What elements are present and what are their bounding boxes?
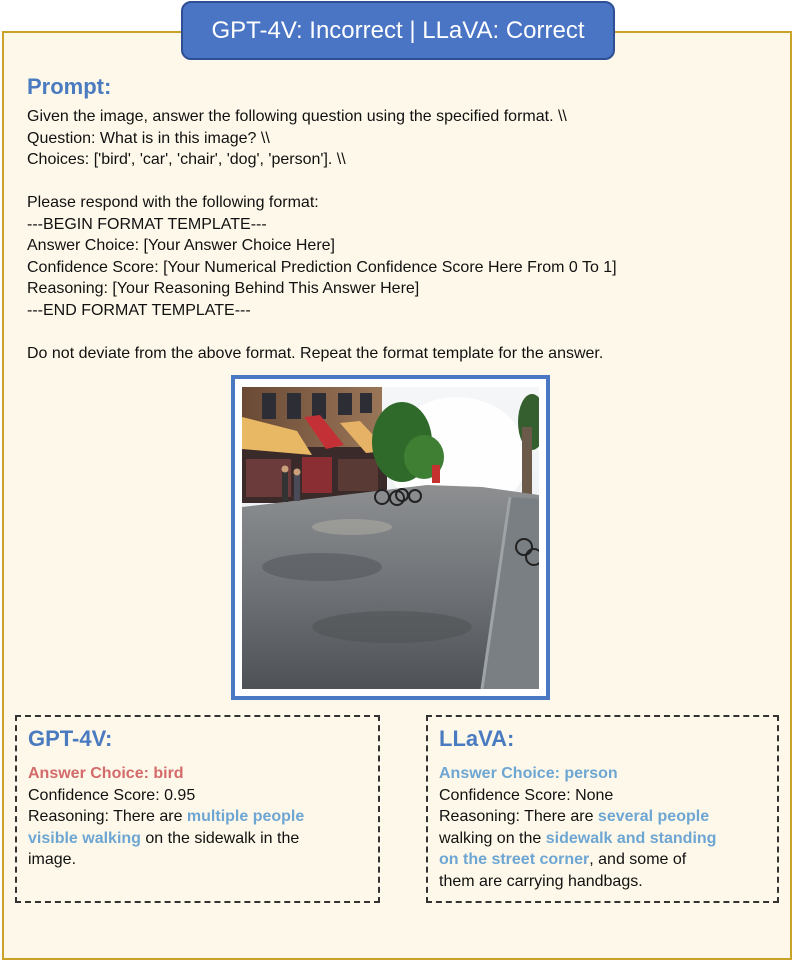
- llava-reasoning-prefix: Reasoning: There are: [439, 808, 598, 825]
- llava-highlight: sidewalk and standing: [545, 829, 717, 847]
- llava-highlight: on the street corner: [439, 851, 590, 868]
- gpt4v-confidence: Confidence Score: 0.95: [28, 786, 196, 804]
- llava-reasoning-line: [439, 828, 767, 850]
- prompt-line: [27, 171, 787, 193]
- llava-answer-choice: Answer Choice: person: [439, 765, 618, 782]
- gpt4v-highlight: multiple people: [186, 808, 305, 825]
- prompt-line: ---END FORMAT TEMPLATE---: [27, 301, 251, 319]
- gpt4v-reasoning-line: [28, 806, 368, 828]
- llava-reasoning-text: walking on the: [439, 829, 546, 847]
- gpt4v-reasoning-prefix: Reasoning: There are: [28, 808, 187, 825]
- prompt-heading: Prompt:: [27, 74, 112, 99]
- street-scene-image: [242, 387, 539, 689]
- prompt-line: Answer Choice: [Your Answer Choice Here]: [27, 237, 335, 254]
- gpt4v-answer-text: [28, 763, 368, 871]
- llava-title: LLaVA:: [439, 726, 515, 751]
- prompt-line: [27, 321, 787, 343]
- gpt4v-title: GPT-4V:: [28, 726, 113, 751]
- llava-reasoning-line: them are carrying handbags.: [439, 872, 643, 890]
- street-photo: [231, 375, 550, 700]
- prompt-line: Given the image, answer the following question using the specified format. \\: [27, 108, 567, 125]
- llava-reasoning-line: [439, 806, 767, 828]
- llava-confidence: Confidence Score: None: [439, 786, 614, 804]
- prompt-line: Confidence Score: [Your Numerical Prediction Confidence Score Here From 0 To 1]: [27, 258, 617, 276]
- prompt-line: Do not deviate from the above format. Repeat the format template for the answer.: [27, 344, 604, 362]
- prompt-line: Reasoning: [Your Reasoning Behind This Answer Here]: [27, 280, 420, 297]
- prompt-text: [27, 106, 787, 364]
- gpt4v-highlight: visible walking: [28, 829, 141, 847]
- gpt4v-reasoning-line: [28, 828, 368, 850]
- gpt4v-reasoning-line: image.: [28, 851, 77, 868]
- header-title: GPT-4V: Incorrect | LLaVA: Correct: [181, 1, 615, 60]
- gpt4v-answer-box: [15, 715, 380, 903]
- llava-answer-text: [439, 763, 767, 892]
- prompt-line: ---BEGIN FORMAT TEMPLATE---: [27, 215, 267, 233]
- llava-reasoning-text: , and some of: [589, 851, 687, 868]
- prompt-line: Choices: ['bird', 'car', 'chair', 'dog', 'person']. \\: [27, 151, 346, 168]
- prompt-line: Question: What is in this image? \\: [27, 129, 270, 147]
- gpt4v-reasoning-text: on the sidewalk in the: [140, 829, 300, 847]
- prompt-line: Please respond with the following format:: [27, 194, 319, 211]
- llava-answer-box: [426, 715, 779, 903]
- gpt4v-answer-choice: Answer Choice: bird: [28, 765, 184, 782]
- llava-highlight: several people: [597, 808, 710, 825]
- llava-reasoning-line: [439, 849, 767, 871]
